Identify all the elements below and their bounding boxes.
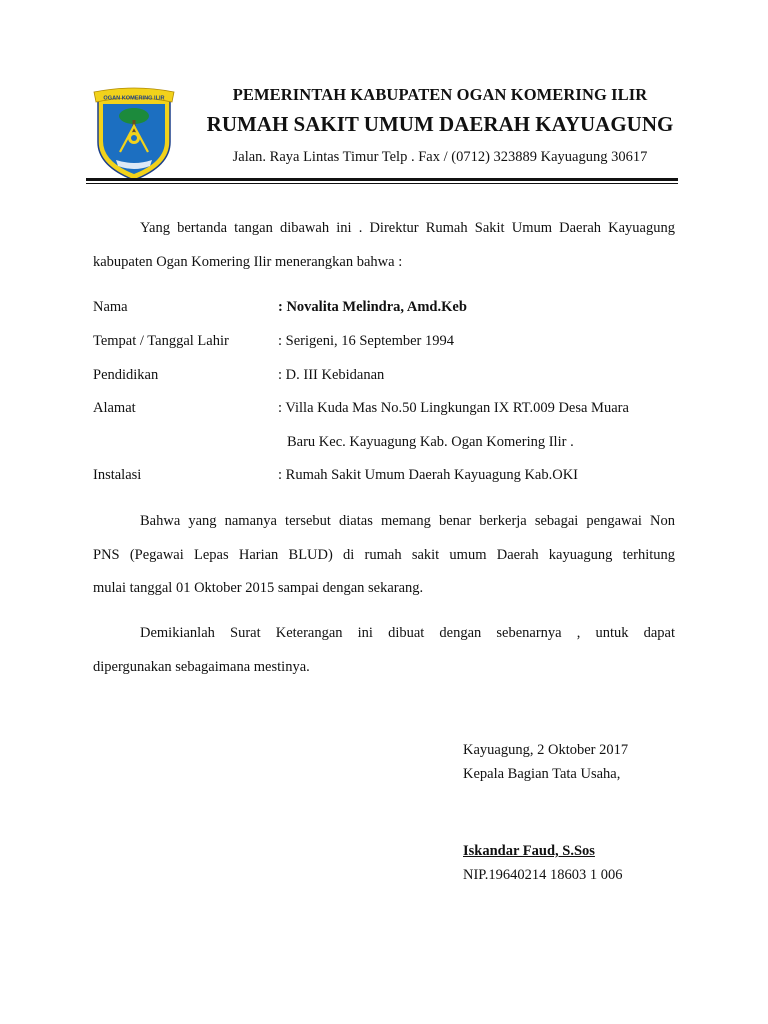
intro-line-1	[93, 212, 675, 245]
statement-line-2: PNS (Pegawai Lepas Harian BLUD) di rumah sakit umum Daerah kayuagung terhitung	[93, 547, 675, 563]
intro-line-2: kabupaten Ogan Komering Ilir menerangkan bahwa :	[93, 254, 403, 270]
letterhead-divider-thick	[86, 178, 678, 181]
statement-line-3: mulai tanggal 01 Oktober 2015 sampai dengan sekarang.	[93, 580, 424, 596]
statement-line-1	[93, 505, 675, 538]
letterhead-divider-thin	[86, 183, 678, 184]
field-value-instalasi: : Rumah Sakit Umum Daerah Kayuagung Kab.OKI	[278, 467, 579, 483]
signature-place-date: Kayuagung, 2 Oktober 2017	[463, 742, 629, 758]
field-label-alamat: Alamat	[93, 400, 136, 416]
signatory-nip: NIP.19640214 18603 1 006	[463, 867, 623, 883]
intro-text-1: Yang bertanda tangan dibawah ini . Direktur Rumah Sakit Umum Daerah Kayuagung	[140, 220, 675, 236]
field-label-pendidikan: Pendidikan	[93, 367, 159, 383]
hospital-name: RUMAH SAKIT UMUM DAERAH KAYUAGUNG	[206, 112, 674, 136]
field-value-alamat: : Villa Kuda Mas No.50 Lingkungan IX RT.009 Desa Muara	[278, 400, 629, 416]
closing-line-2: dipergunakan sebagaimana mestinya.	[93, 659, 310, 675]
regency-logo-icon	[92, 86, 176, 182]
field-value-ttl: : Serigeni, 16 September 1994	[278, 333, 454, 349]
field-label-instalasi: Instalasi	[93, 467, 142, 483]
field-value-pendidikan: : D. III Kebidanan	[278, 367, 385, 383]
field-label-ttl: Tempat / Tanggal Lahir	[93, 333, 229, 349]
logo-ribbon-text: OGAN KOMERING ILIR	[103, 95, 165, 102]
signature-position: Kepala Bagian Tata Usaha,	[463, 766, 621, 782]
field-value-alamat-cont: Baru Kec. Kayuagung Kab. Ogan Komering Ilir .	[287, 434, 574, 450]
closing-text-1: Demikianlah Surat Keterangan ini dibuat dengan sebenarnya , untuk dapat	[140, 625, 675, 641]
closing-line-1	[93, 617, 675, 650]
hospital-address: Jalan. Raya Lintas Timur Telp . Fax / (0712) 323889 Kayuagung 30617	[232, 149, 648, 165]
field-label-nama: Nama	[93, 299, 128, 315]
government-name: PEMERINTAH KABUPATEN OGAN KOMERING ILIR	[232, 85, 648, 104]
statement-text-1: Bahwa yang namanya tersebut diatas memang benar berkerja sebagai pengawai Non	[140, 513, 675, 529]
field-value-nama: : Novalita Melindra, Amd.Keb	[278, 299, 467, 315]
signatory-name: Iskandar Faud, S.Sos	[463, 843, 595, 859]
